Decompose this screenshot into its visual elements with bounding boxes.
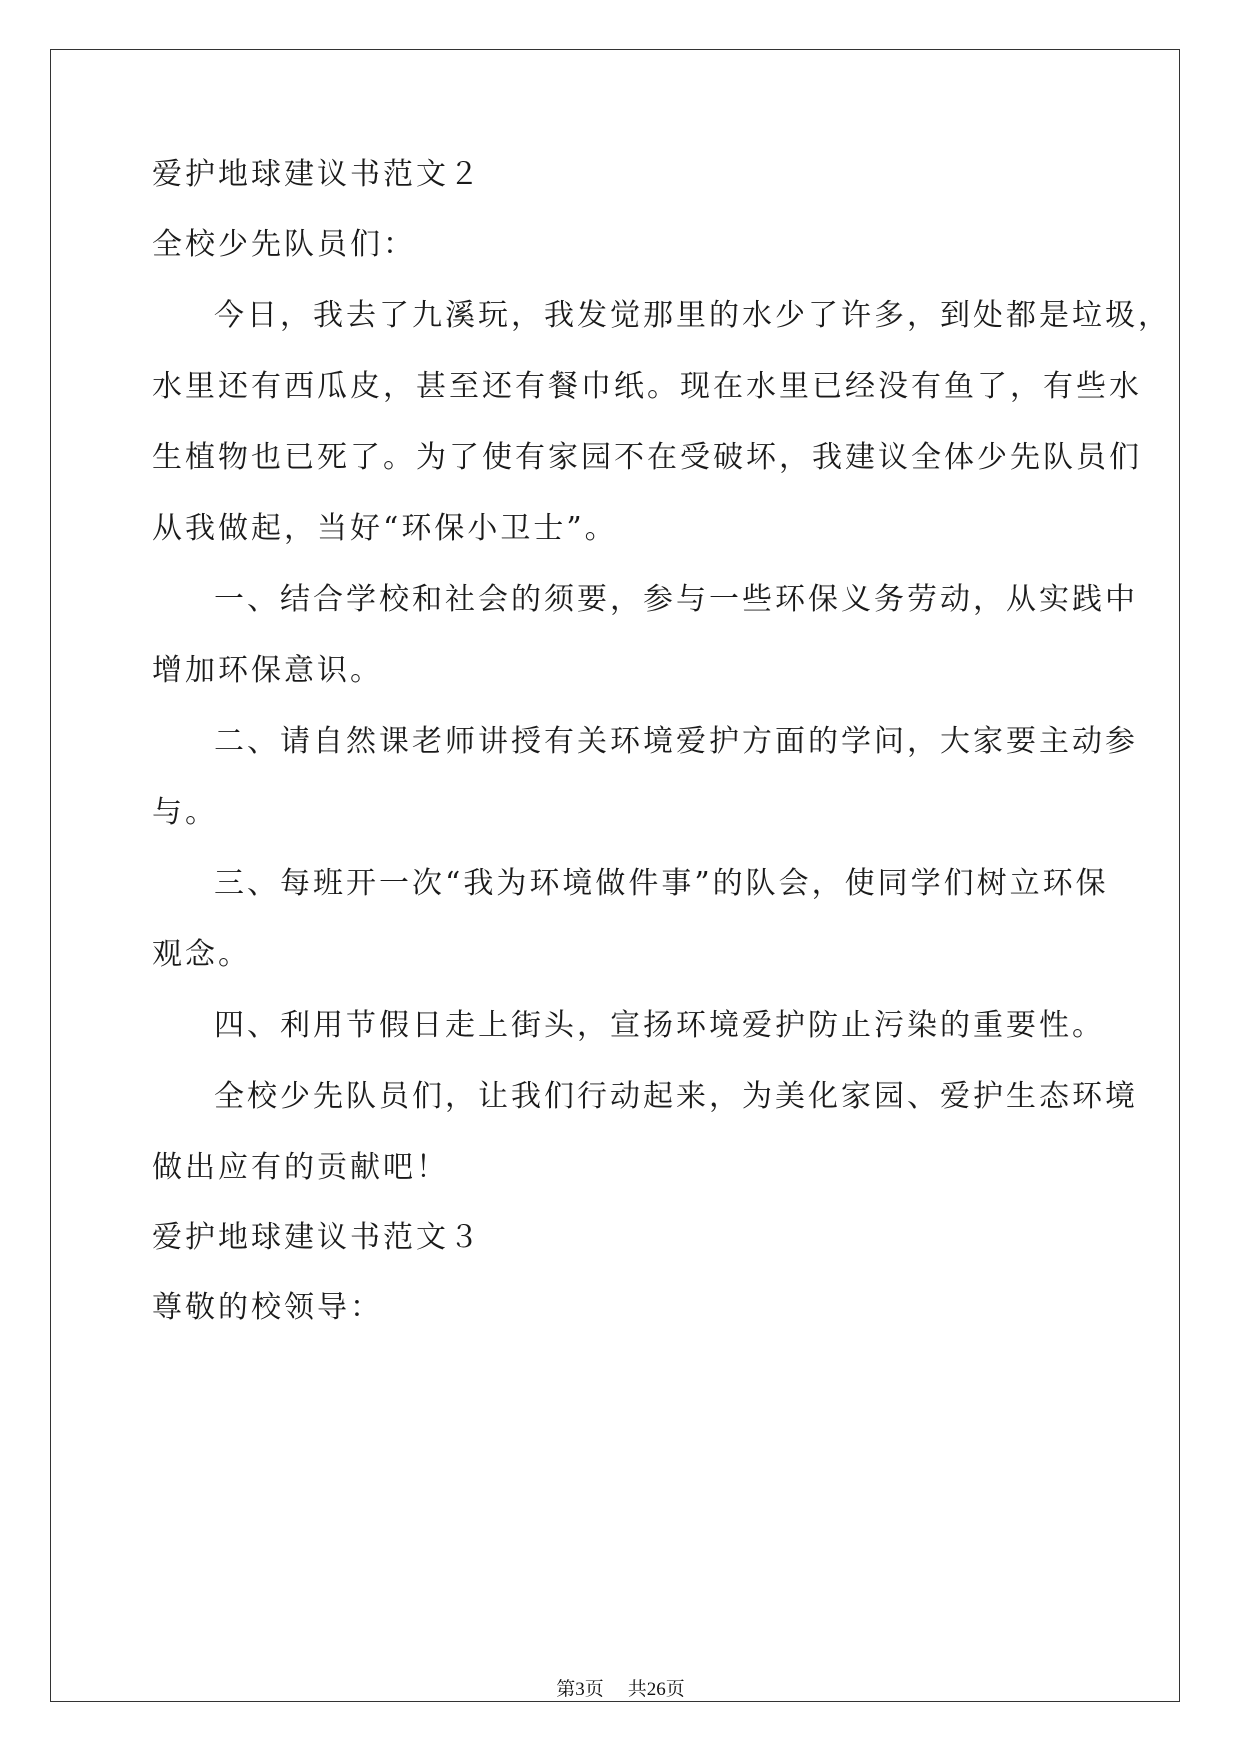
list-item-line: 观念。 [152,937,251,972]
list-item-line: 二、请自然课老师讲授有关环境爱护方面的学问，大家要主动参 [214,724,1138,759]
list-item-line: 增加环保意识。 [152,653,383,688]
paragraph-line: 做出应有的贡献吧！ [152,1150,449,1185]
salutation: 尊敬的校领导： [152,1290,383,1325]
paragraph-line: 生植物也已死了。为了使有家园不在受破坏，我建议全体少先队员们 [152,440,1142,475]
section-title: 爱护地球建议书范文３ [152,1220,482,1255]
page-total: 共26页 [627,1679,685,1700]
list-item-line: 三、每班开一次“我为环境做件事”的队会，使同学们树立环保 [214,866,1109,901]
list-item-line: 四、利用节假日走上街头，宣扬环境爱护防止污染的重要性。 [214,1008,1105,1043]
paragraph-line: 从我做起，当好“环保小卫士”。 [152,511,618,546]
page-footer [0,1678,1241,1702]
section-title: 爱护地球建议书范文２ [152,157,482,192]
paragraph-line: 全校少先队员们，让我们行动起来，为美化家园、爱护生态环境 [214,1079,1138,1114]
salutation: 全校少先队员们： [152,227,416,262]
list-item-line: 一、结合学校和社会的须要，参与一些环保义务劳动，从实践中 [214,582,1138,617]
paragraph-line: 今日，我去了九溪玩，我发觉那里的水少了许多，到处都是垃圾， [214,298,1171,333]
list-item-line: 与。 [152,795,218,830]
page-number: 第3页 [556,1679,604,1700]
paragraph-line: 水里还有西瓜皮，甚至还有餐巾纸。现在水里已经没有鱼了，有些水 [152,369,1142,404]
